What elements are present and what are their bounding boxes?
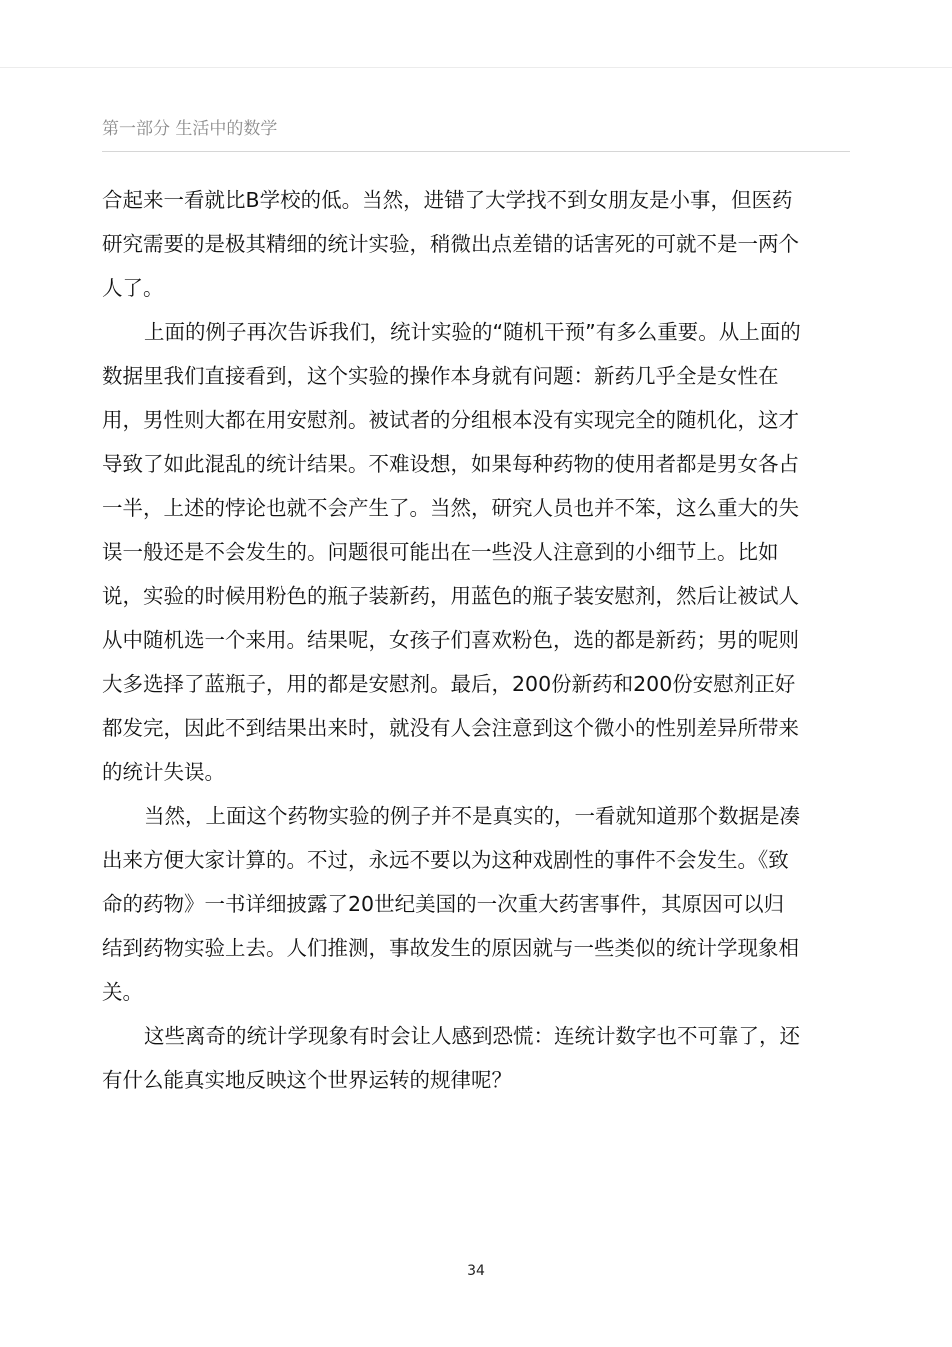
running-header: 第一部分 生活中的数学 bbox=[102, 119, 278, 139]
text-line: 的统计失误。 bbox=[102, 760, 225, 784]
text-line: 导致了如此混乱的统计结果。不难设想，如果每种药物的使用者都是男女各占 bbox=[102, 452, 799, 476]
body-text bbox=[102, 178, 852, 1102]
text-line: 从中随机选一个来用。结果呢，女孩子们喜欢粉色，选的都是新药；男的呢则 bbox=[102, 628, 799, 652]
text-line: 结到药物实验上去。人们推测，事故发生的原因就与一些类似的统计学现象相 bbox=[102, 936, 799, 960]
text-line: 都发完，因此不到结果出来时，就没有人会注意到这个微小的性别差异所带来 bbox=[102, 716, 799, 740]
text-line: 人了。 bbox=[102, 276, 164, 300]
paragraph-start-line: 这些离奇的统计学现象有时会让人感到恐慌：连统计数字也不可靠了，还 bbox=[144, 1024, 800, 1048]
text-line: 大多选择了蓝瓶子，用的都是安慰剂。最后，200份新药和200份安慰剂正好 bbox=[102, 672, 796, 696]
page-number: 34 bbox=[467, 1263, 485, 1279]
text-line: 有什么能真实地反映这个世界运转的规律呢？ bbox=[102, 1068, 512, 1092]
text-line: 合起来一看就比B学校的低。当然，进错了大学找不到女朋友是小事，但医药 bbox=[102, 188, 793, 212]
text-line: 用，男性则大都在用安慰剂。被试者的分组根本没有实现完全的随机化，这才 bbox=[102, 408, 799, 432]
text-line: 命的药物》一书详细披露了20世纪美国的一次重大药害事件，其原因可以归 bbox=[102, 892, 785, 916]
text-line: 出来方便大家计算的。不过，永远不要以为这种戏剧性的事件不会发生。《致 bbox=[102, 848, 789, 872]
text-line: 误一般还是不会发生的。问题很可能出在一些没人注意到的小细节上。比如 bbox=[102, 540, 779, 564]
paragraph-start-line: 当然，上面这个药物实验的例子并不是真实的，一看就知道那个数据是凑 bbox=[144, 804, 800, 828]
paragraph-start-line: 上面的例子再次告诉我们，统计实验的“随机干预”有多么重要。从上面的 bbox=[144, 320, 801, 344]
text-line: 一半，上述的悖论也就不会产生了。当然，研究人员也并不笨，这么重大的失 bbox=[102, 496, 799, 520]
header-divider bbox=[102, 151, 850, 152]
text-line: 数据里我们直接看到，这个实验的操作本身就有问题：新药几乎全是女性在 bbox=[102, 364, 779, 388]
text-line: 研究需要的是极其精细的统计实验，稍微出点差错的话害死的可就不是一两个 bbox=[102, 232, 799, 256]
text-line: 说，实验的时候用粉色的瓶子装新药，用蓝色的瓶子装安慰剂，然后让被试人 bbox=[102, 584, 799, 608]
text-line: 关。 bbox=[102, 980, 143, 1004]
page-top-rule bbox=[0, 67, 952, 68]
